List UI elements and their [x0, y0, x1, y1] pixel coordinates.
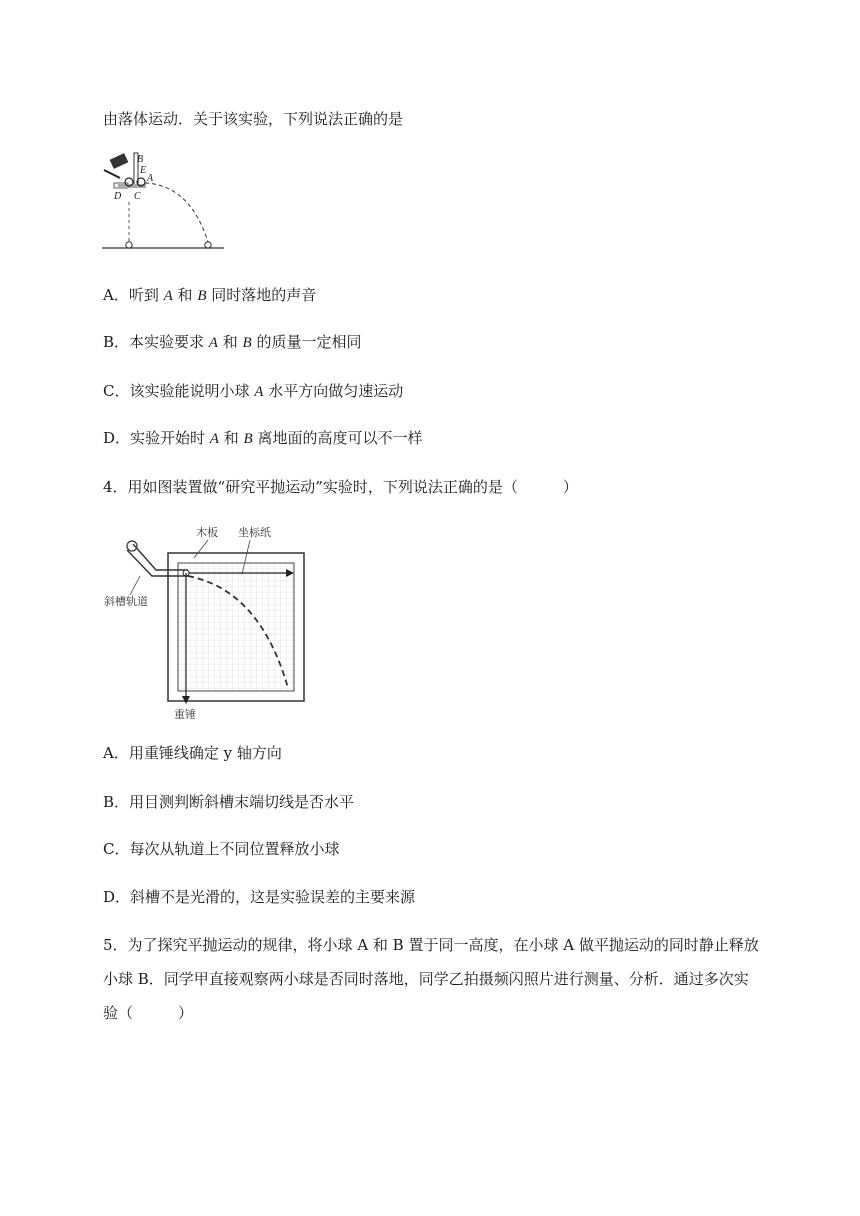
- q4-option-d: D．斜槽不是光滑的，这是实验误差的主要来源: [103, 888, 416, 906]
- q5-line-2: 小球 B．同学甲直接观察两小球是否同时落地，同学乙拍摄频闪照片进行测量、分析．通过多次实: [103, 970, 749, 988]
- q3-option-a: A．听到 A 和 B 同时落地的声音: [103, 286, 317, 304]
- label-c: C: [134, 191, 141, 202]
- label-plumb: 重锤: [174, 708, 196, 720]
- q3-figure: [100, 150, 230, 256]
- q5-line-1: 5．为了探究平抛运动的规律，将小球 A 和 B 置于同一高度，在小球 A 做平抛运动的同时静止释放: [103, 936, 759, 954]
- label-a: A: [147, 173, 154, 184]
- label-e: E: [140, 165, 147, 176]
- q3-intro: 由落体运动．关于该实验，下列说法正确的是: [103, 110, 404, 128]
- q5-line-3: 验（ ）: [103, 1004, 194, 1022]
- q4-option-b: B．用目测判断斜槽末端切线是否水平: [103, 793, 355, 811]
- label-paper: 坐标纸: [238, 526, 271, 539]
- q4-figure: [100, 520, 320, 720]
- label-board: 木板: [196, 526, 218, 539]
- q4-stem: 4．用如图装置做“研究平抛运动”实验时，下列说法正确的是（ ）: [103, 478, 578, 496]
- label-track: 斜槽轨道: [104, 595, 148, 608]
- q3-option-d: D．实验开始时 A 和 B 离地面的高度可以不一样: [103, 429, 423, 447]
- q4-option-a: A．用重锤线确定 y 轴方向: [103, 744, 282, 762]
- q4-option-c: C．每次从轨道上不同位置释放小球: [103, 840, 340, 858]
- q3-option-c: C．该实验能说明小球 A 水平方向做匀速运动: [103, 382, 404, 400]
- q3-option-b: B．本实验要求 A 和 B 的质量一定相同: [103, 333, 362, 351]
- label-d: D: [114, 191, 122, 202]
- label-b-top: B: [137, 154, 144, 165]
